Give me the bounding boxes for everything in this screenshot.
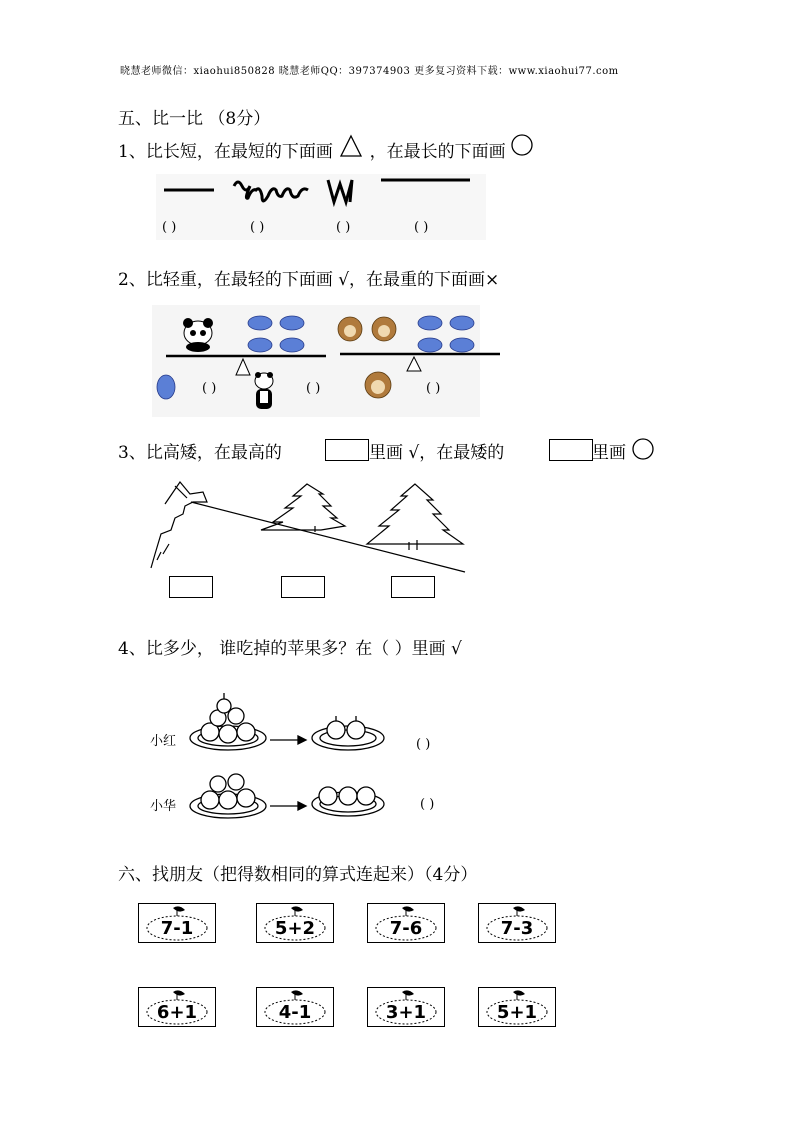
q1-prefix: 1、比长短，在最短的下面画	[118, 142, 333, 162]
expr-text: 5+1	[496, 1002, 538, 1023]
tree-box-1[interactable]	[169, 576, 213, 598]
weight-blank-1[interactable]: ( )	[202, 381, 217, 396]
q1-middle: ，在最长的下面画	[369, 142, 506, 162]
circle-icon	[511, 140, 535, 160]
expr-text: 7-3	[500, 918, 534, 939]
expr-card[interactable]	[367, 987, 445, 1027]
q4-text: 4、比多少， 谁吃掉的苹果多？在（ ）里画 √	[118, 639, 462, 659]
blank-2[interactable]: ( )	[250, 220, 265, 235]
expr-text: 6+1	[156, 1002, 198, 1023]
expr-card[interactable]	[138, 987, 216, 1027]
apple-blank-2[interactable]: ( )	[420, 797, 435, 812]
balance-scales	[152, 305, 480, 417]
page-header: 晓慧老师微信：xiaohui850828 晓慧老师QQ：397374903 更多复习资料下载：www.xiaohui77.com	[120, 66, 619, 77]
length-lines	[156, 174, 486, 240]
trees-figure	[145, 474, 475, 574]
q2-text: 2、比轻重，在最轻的下面画 √，在最重的下面画×	[118, 270, 500, 290]
name-xiaohua: 小华	[150, 799, 177, 814]
apple-blank-1[interactable]: ( )	[416, 737, 431, 752]
balance-figure	[152, 305, 480, 417]
blank-3[interactable]: ( )	[336, 220, 351, 235]
expr-card[interactable]	[256, 987, 334, 1027]
expr-card[interactable]	[367, 903, 445, 943]
weight-blank-3[interactable]: ( )	[426, 381, 441, 396]
expr-card[interactable]	[478, 903, 556, 943]
expr-text: 3+1	[385, 1002, 427, 1023]
panda-small-icon	[255, 372, 273, 409]
blank-1[interactable]: ( )	[162, 220, 177, 235]
expr-card[interactable]	[256, 903, 334, 943]
apple-plates-figure	[186, 696, 426, 856]
q3-part3: 里画	[592, 443, 626, 463]
name-xiaohong: 小红	[150, 734, 177, 749]
expr-text: 4-1	[278, 1002, 312, 1023]
panda-icon	[183, 318, 213, 352]
expr-text: 7-1	[160, 918, 194, 939]
section6-title: 六、找朋友（把得数相同的算式连起来）（4分）	[118, 865, 478, 885]
q3-part2: 里画 √，在最矮的	[369, 443, 505, 463]
weight-blank-2[interactable]: ( )	[306, 381, 321, 396]
answer-box-top-1[interactable]	[325, 439, 369, 461]
circle-icon-2	[632, 438, 656, 462]
section5-title: 五、比一比 （8分）	[118, 109, 271, 129]
tree-box-2[interactable]	[281, 576, 325, 598]
expr-text: 5+2	[274, 918, 316, 939]
tree-box-3[interactable]	[391, 576, 435, 598]
answer-box-top-2[interactable]	[549, 439, 593, 461]
triangle-icon	[338, 140, 364, 160]
blank-4[interactable]: ( )	[414, 220, 429, 235]
length-figure	[156, 174, 486, 240]
expr-text: 7-6	[389, 918, 423, 939]
expr-card[interactable]	[478, 987, 556, 1027]
q1-text	[118, 137, 535, 162]
q3-part1: 3、比高矮，在最高的	[118, 443, 282, 463]
expr-card[interactable]	[138, 903, 216, 943]
